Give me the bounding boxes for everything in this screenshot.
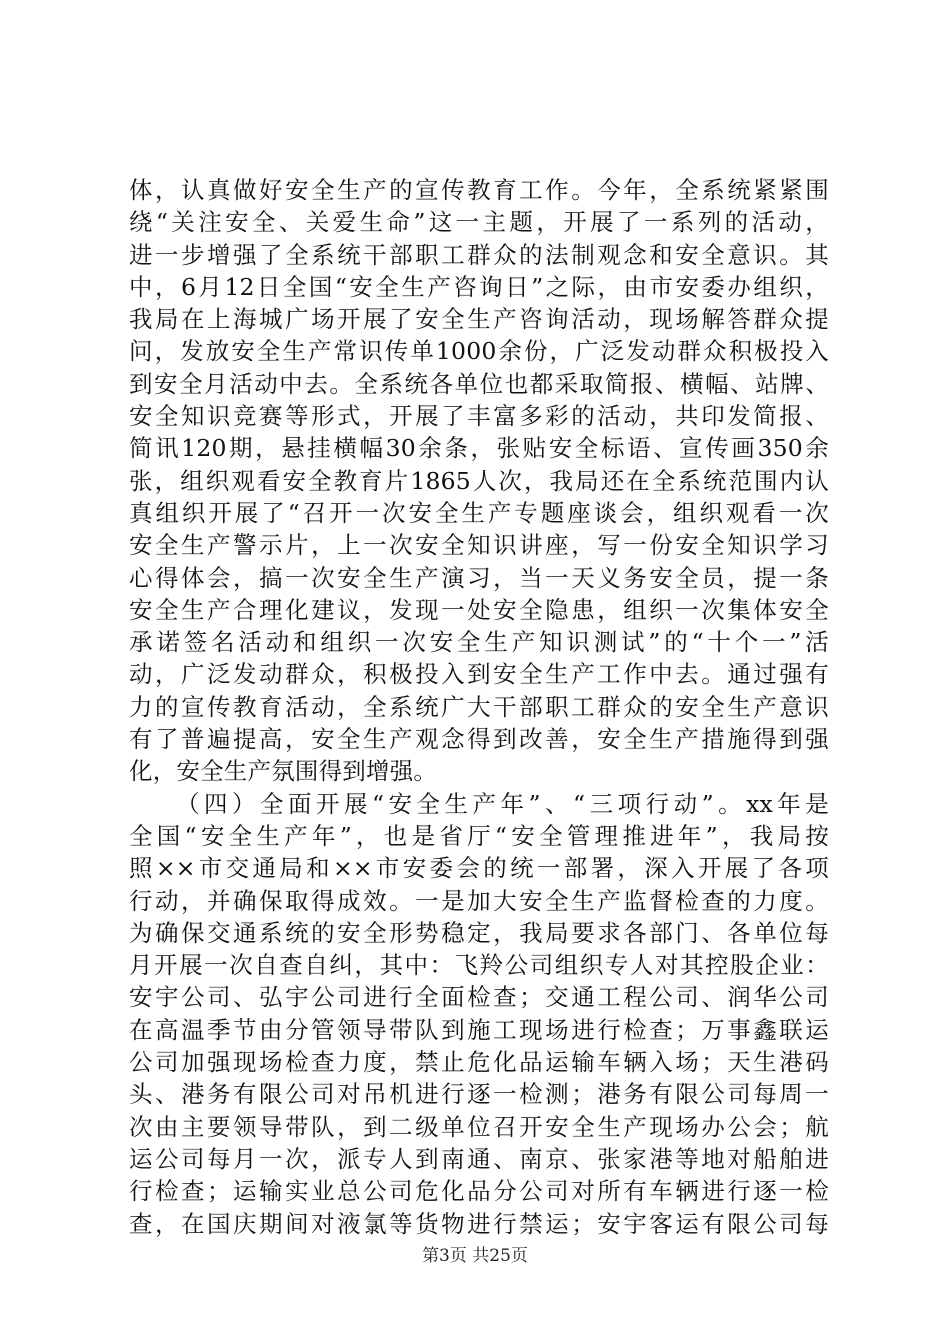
text-line: 次由主要领导带队，到二级单位召开安全生产现场办公会；航	[129, 1112, 829, 1141]
text-line: 头、港务有限公司对吊机进行逐一检测；港务有限公司每周一	[129, 1080, 829, 1109]
text-line: 张，组织观看安全教育片1865人次，我局还在全系统范围内认	[129, 466, 829, 495]
paragraph-last-line: 化，安全生产氛围得到增强。	[129, 757, 438, 786]
text-line: 运公司每月一次，派专人到南通、南京、张家港等地对船舶进	[129, 1144, 829, 1173]
section-heading-line: （四）全面开展“安全生产年”、“三项行动”。xx年是	[176, 789, 829, 818]
text-line: 有了普遍提高，安全生产观念得到改善，安全生产措施得到强	[129, 725, 829, 754]
text-line: 查，在国庆期间对液氯等货物进行禁运；安宇客运有限公司每	[129, 1209, 829, 1238]
text-line: 真组织开展了“召开一次安全生产专题座谈会，组织观看一次	[129, 498, 829, 527]
text-line: 简讯120期，悬挂横幅30余条，张贴安全标语、宣传画350余	[129, 434, 829, 463]
text-line: 进一步增强了全系统干部职工群众的法制观念和安全意识。其	[129, 240, 829, 269]
body-text	[129, 174, 829, 1240]
text-line: 我局在上海城广场开展了安全生产咨询活动，现场解答群众提	[129, 305, 829, 334]
text-line: 中，6月12日全国“安全生产咨询日”之际，由市安委办组织，	[129, 272, 829, 301]
text-line: 安全生产警示片，上一次安全知识讲座，写一份安全知识学习	[129, 531, 829, 560]
text-line: 承诺签名活动和组织一次安全生产知识测试”的“十个一”活	[129, 628, 829, 657]
text-line: 动，广泛发动群众，积极投入到安全生产工作中去。通过强有	[129, 660, 829, 689]
text-line: 在高温季节由分管领导带队到施工现场进行检查；万事鑫联运	[129, 1015, 829, 1044]
text-line: 月开展一次自查自纠，其中：飞羚公司组织专人对其控股企业：	[129, 951, 829, 980]
text-line: 绕“关注安全、关爱生命”这一主题，开展了一系列的活动，	[129, 208, 829, 237]
text-line: 力的宣传教育活动，全系统广大干部职工群众的安全生产意识	[129, 692, 829, 721]
text-line: 安宇公司、弘宇公司进行全面检查；交通工程公司、润华公司	[129, 983, 829, 1012]
text-line: 体，认真做好安全生产的宣传教育工作。今年，全系统紧紧围	[129, 176, 829, 204]
text-line: 全国“安全生产年”，也是省厅“安全管理推进年”，我局按	[129, 821, 829, 850]
text-line: 安全知识竞赛等形式，开展了丰富多彩的活动，共印发简报、	[129, 402, 829, 431]
text-line: 心得体会，搞一次安全生产演习，当一天义务安全员，提一条	[129, 563, 829, 592]
text-line: 公司加强现场检查力度，禁止危化品运输车辆入场；天生港码	[129, 1048, 829, 1077]
text-line: 问，发放安全生产常识传单1000余份，广泛发动群众积极投入	[129, 337, 829, 366]
page-number-footer: 第3页 共25页	[422, 1246, 528, 1266]
text-line: 行检查；运输实业总公司危化品分公司对所有车辆进行逐一检	[129, 1177, 829, 1206]
text-line: 安全生产合理化建议，发现一处安全隐患，组织一次集体安全	[129, 595, 829, 624]
text-line: 到安全月活动中去。全系统各单位也都采取简报、横幅、站牌、	[129, 369, 829, 398]
text-line: 照××市交通局和××市安委会的统一部署，深入开展了各项	[129, 854, 829, 883]
text-line: 行动，并确保取得成效。一是加大安全生产监督检查的力度。	[129, 886, 829, 915]
text-line: 为确保交通系统的安全形势稳定，我局要求各部门、各单位每	[129, 918, 829, 947]
